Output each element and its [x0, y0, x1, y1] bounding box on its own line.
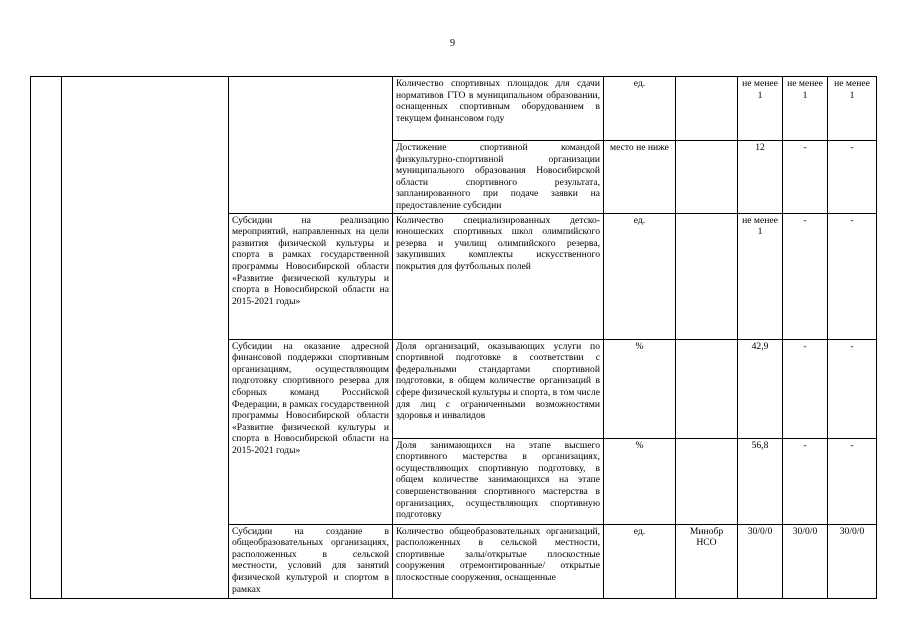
subsidy-cell: Субсидии на создание в общеобразовательных организациях, расположенных в сельской местности, условий для занятий физической культурой и спортом в рамках — [229, 524, 393, 598]
value-cell: - — [828, 141, 877, 214]
value-cell: 12 — [738, 141, 783, 214]
value-cell: не менее 1 — [738, 213, 783, 339]
page-number: 9 — [450, 38, 455, 49]
unit-cell: ед. — [604, 524, 676, 598]
indicator-cell: Количество специализированных детско-юношеских спортивных школ олимпийского резерва и училищ олимпийского резерва, закупивших комплекты искусственного покрытия для футбольных полей — [393, 213, 604, 339]
subsidy-cell: Субсидии на реализацию мероприятий, направленных на цели развития физической культуры и спорта в рамках государственной программы Новосибирской области «Развитие физической культуры и спорта в Новосибирской области на 2015-2021 годы» — [229, 213, 393, 339]
value-cell: не менее 1 — [738, 77, 783, 141]
subsidy-cell: Субсидии на оказание адресной финансовой поддержки спортивным организациям, осуществляющим подготовку спортивного резерва для сборных команд Российской Федерации, в рамках государственной программы Новосибирской области «Развитие физической культуры и спорта в Новосибирской области на 2015-2021 годы» — [229, 339, 393, 524]
indicator-cell: Количество спортивных площадок для сдачи нормативов ГТО в муниципальном образовании, оснащенных спортивным оборудованием в текущем финансовом году — [393, 77, 604, 141]
value-cell: - — [783, 339, 828, 438]
responsible-cell — [676, 339, 738, 438]
value-cell: не менее 1 — [783, 77, 828, 141]
value-cell: не менее 1 — [828, 77, 877, 141]
indicator-cell: Доля занимающихся на этапе высшего спортивного мастерства в организациях, осуществляющих спортивную подготовку, в общем количестве занимающихся на этапе совершенствования спортивного мастерства в организациях, осуществляющих спортивную подготовку — [393, 438, 604, 524]
unit-cell: место не ниже — [604, 141, 676, 214]
value-cell: 30/0/0 — [738, 524, 783, 598]
indicator-cell: Количество общеобразовательных организаций, расположенных в сельской местности, спортивные залы/открытые плоскостные сооружения отремонтированные/ открытые плоскостные сооружения, оснащенные — [393, 524, 604, 598]
value-cell: - — [783, 213, 828, 339]
value-cell: 30/0/0 — [828, 524, 877, 598]
value-cell: - — [783, 141, 828, 214]
unit-cell: % — [604, 438, 676, 524]
subsidy-cell — [229, 77, 393, 214]
program-cell — [62, 77, 229, 599]
responsible-cell — [676, 438, 738, 524]
value-cell: 30/0/0 — [783, 524, 828, 598]
unit-cell: ед. — [604, 77, 676, 141]
table-row — [31, 77, 877, 141]
responsible-cell — [676, 213, 738, 339]
unit-cell: ед. — [604, 213, 676, 339]
number-cell — [31, 77, 62, 599]
indicator-cell: Достижение спортивной командой физкультурно-спортивной организации муниципального образования Новосибирской области спортивного результата, запланированного при подаче заявки на предоставление субсидии — [393, 141, 604, 214]
value-cell: - — [828, 213, 877, 339]
indicator-cell: Доля организаций, оказывающих услуги по спортивной подготовке в соответствии с федеральными стандартами спортивной подготовки, в общем количестве организаций в сфере физической культуры и спорта, в том числе для лиц с ограниченными возможностями здоровья и инвалидов — [393, 339, 604, 438]
unit-cell: % — [604, 339, 676, 438]
indicators-table — [30, 76, 877, 599]
responsible-cell — [676, 141, 738, 214]
value-cell: 56,8 — [738, 438, 783, 524]
responsible-cell — [676, 77, 738, 141]
value-cell: - — [828, 339, 877, 438]
value-cell: - — [783, 438, 828, 524]
value-cell: 42,9 — [738, 339, 783, 438]
value-cell: - — [828, 438, 877, 524]
responsible-cell: Минобр НСО — [676, 524, 738, 598]
